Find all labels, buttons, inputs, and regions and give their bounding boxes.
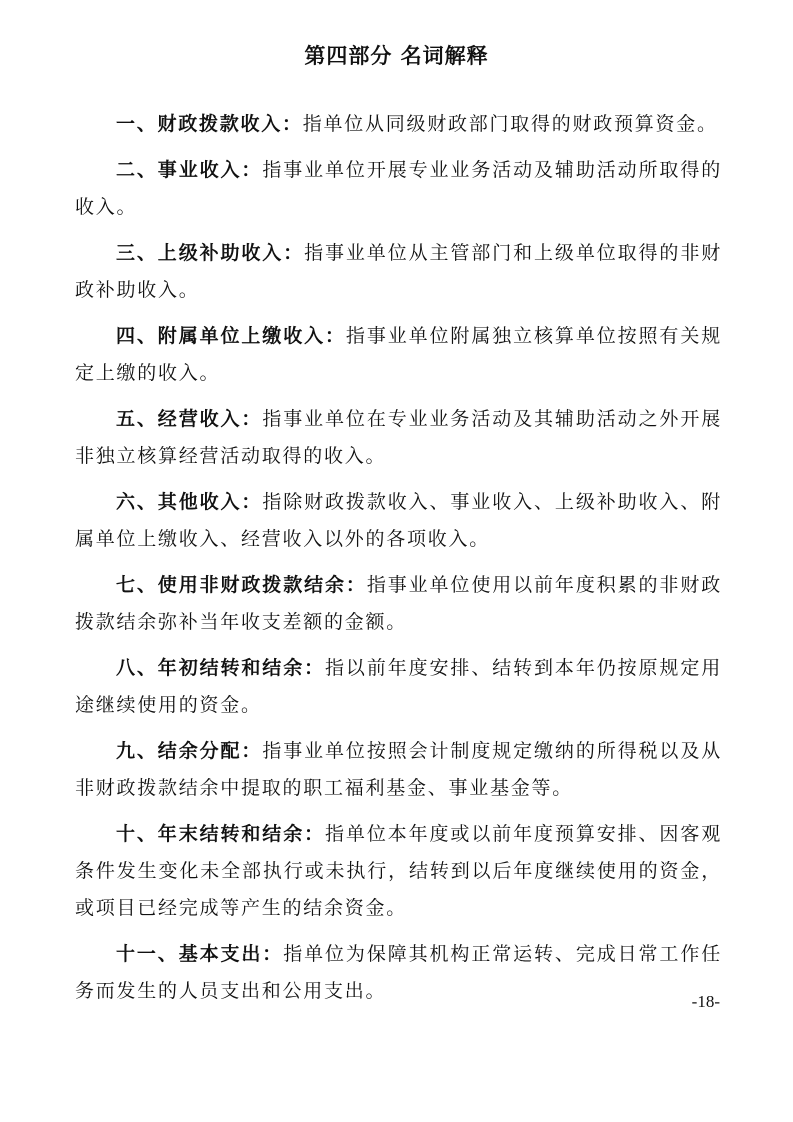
glossary-item [75,401,722,475]
glossary-term: 五、经营收入： [116,408,263,430]
glossary-term: 四、附属单位上缴收入： [116,325,346,347]
glossary-item [75,318,722,392]
glossary-definition: 指事业单位附属独立核算单位按照有关规定上缴的收入。 [75,325,722,384]
glossary-definition: 指单位本年度或以前年度预算安排、因客观条件发生变化未全部执行或未执行，结转到以后年度继续使用的资金，或项目已经完成等产生的结余资金。 [75,823,722,919]
glossary-term: 九、结余分配： [116,740,263,762]
glossary-item [75,235,722,309]
glossary-definition: 指单位为保障其机构正常运转、完成日常工作任务而发生的人员支出和公用支出。 [75,943,722,1002]
glossary-definition: 指事业单位按照会计制度规定缴纳的所得税以及从非财政拨款结余中提取的职工福利基金、事业基金等。 [75,740,722,799]
glossary-item [75,816,722,927]
glossary-item [75,484,722,558]
glossary-term: 三、上级补助收入： [116,242,305,264]
glossary-definition: 指事业单位使用以前年度积累的非财政拨款结余弥补当年收支差额的金额。 [75,574,722,633]
glossary-definition: 指除财政拨款收入、事业收入、上级补助收入、附属单位上缴收入、经营收入以外的各项收入。 [75,491,722,550]
glossary-definition: 指单位从同级财政部门取得的财政预算资金。 [302,113,718,135]
glossary-term: 十一、基本支出： [116,943,284,965]
glossary-list [75,106,722,1019]
page-title: 第四部分 名词解释 [304,44,489,68]
glossary-definition: 指事业单位在专业业务活动及其辅助活动之外开展非独立核算经营活动取得的收入。 [75,408,722,467]
glossary-term: 十、年末结转和结余： [116,823,326,845]
glossary-definition: 指事业单位从主管部门和上级单位取得的非财政补助收入。 [75,242,722,301]
glossary-item [75,567,722,641]
glossary-definition: 指事业单位开展专业业务活动及辅助活动所取得的收入。 [75,159,722,218]
glossary-item [75,650,722,724]
glossary-term: 六、其他收入： [116,491,263,513]
glossary-term: 七、使用非财政拨款结余： [116,574,367,596]
glossary-term: 八、年初结转和结余： [116,657,326,679]
glossary-definition: 指以前年度安排、结转到本年仍按原规定用途继续使用的资金。 [75,657,722,716]
glossary-item [75,733,722,807]
glossary-item [75,152,722,226]
glossary-item [75,936,722,1010]
glossary-item [75,106,722,143]
glossary-term: 二、事业收入： [116,159,263,181]
glossary-term: 一、财政拨款收入： [116,113,303,135]
page-number: -18- [691,992,720,1011]
